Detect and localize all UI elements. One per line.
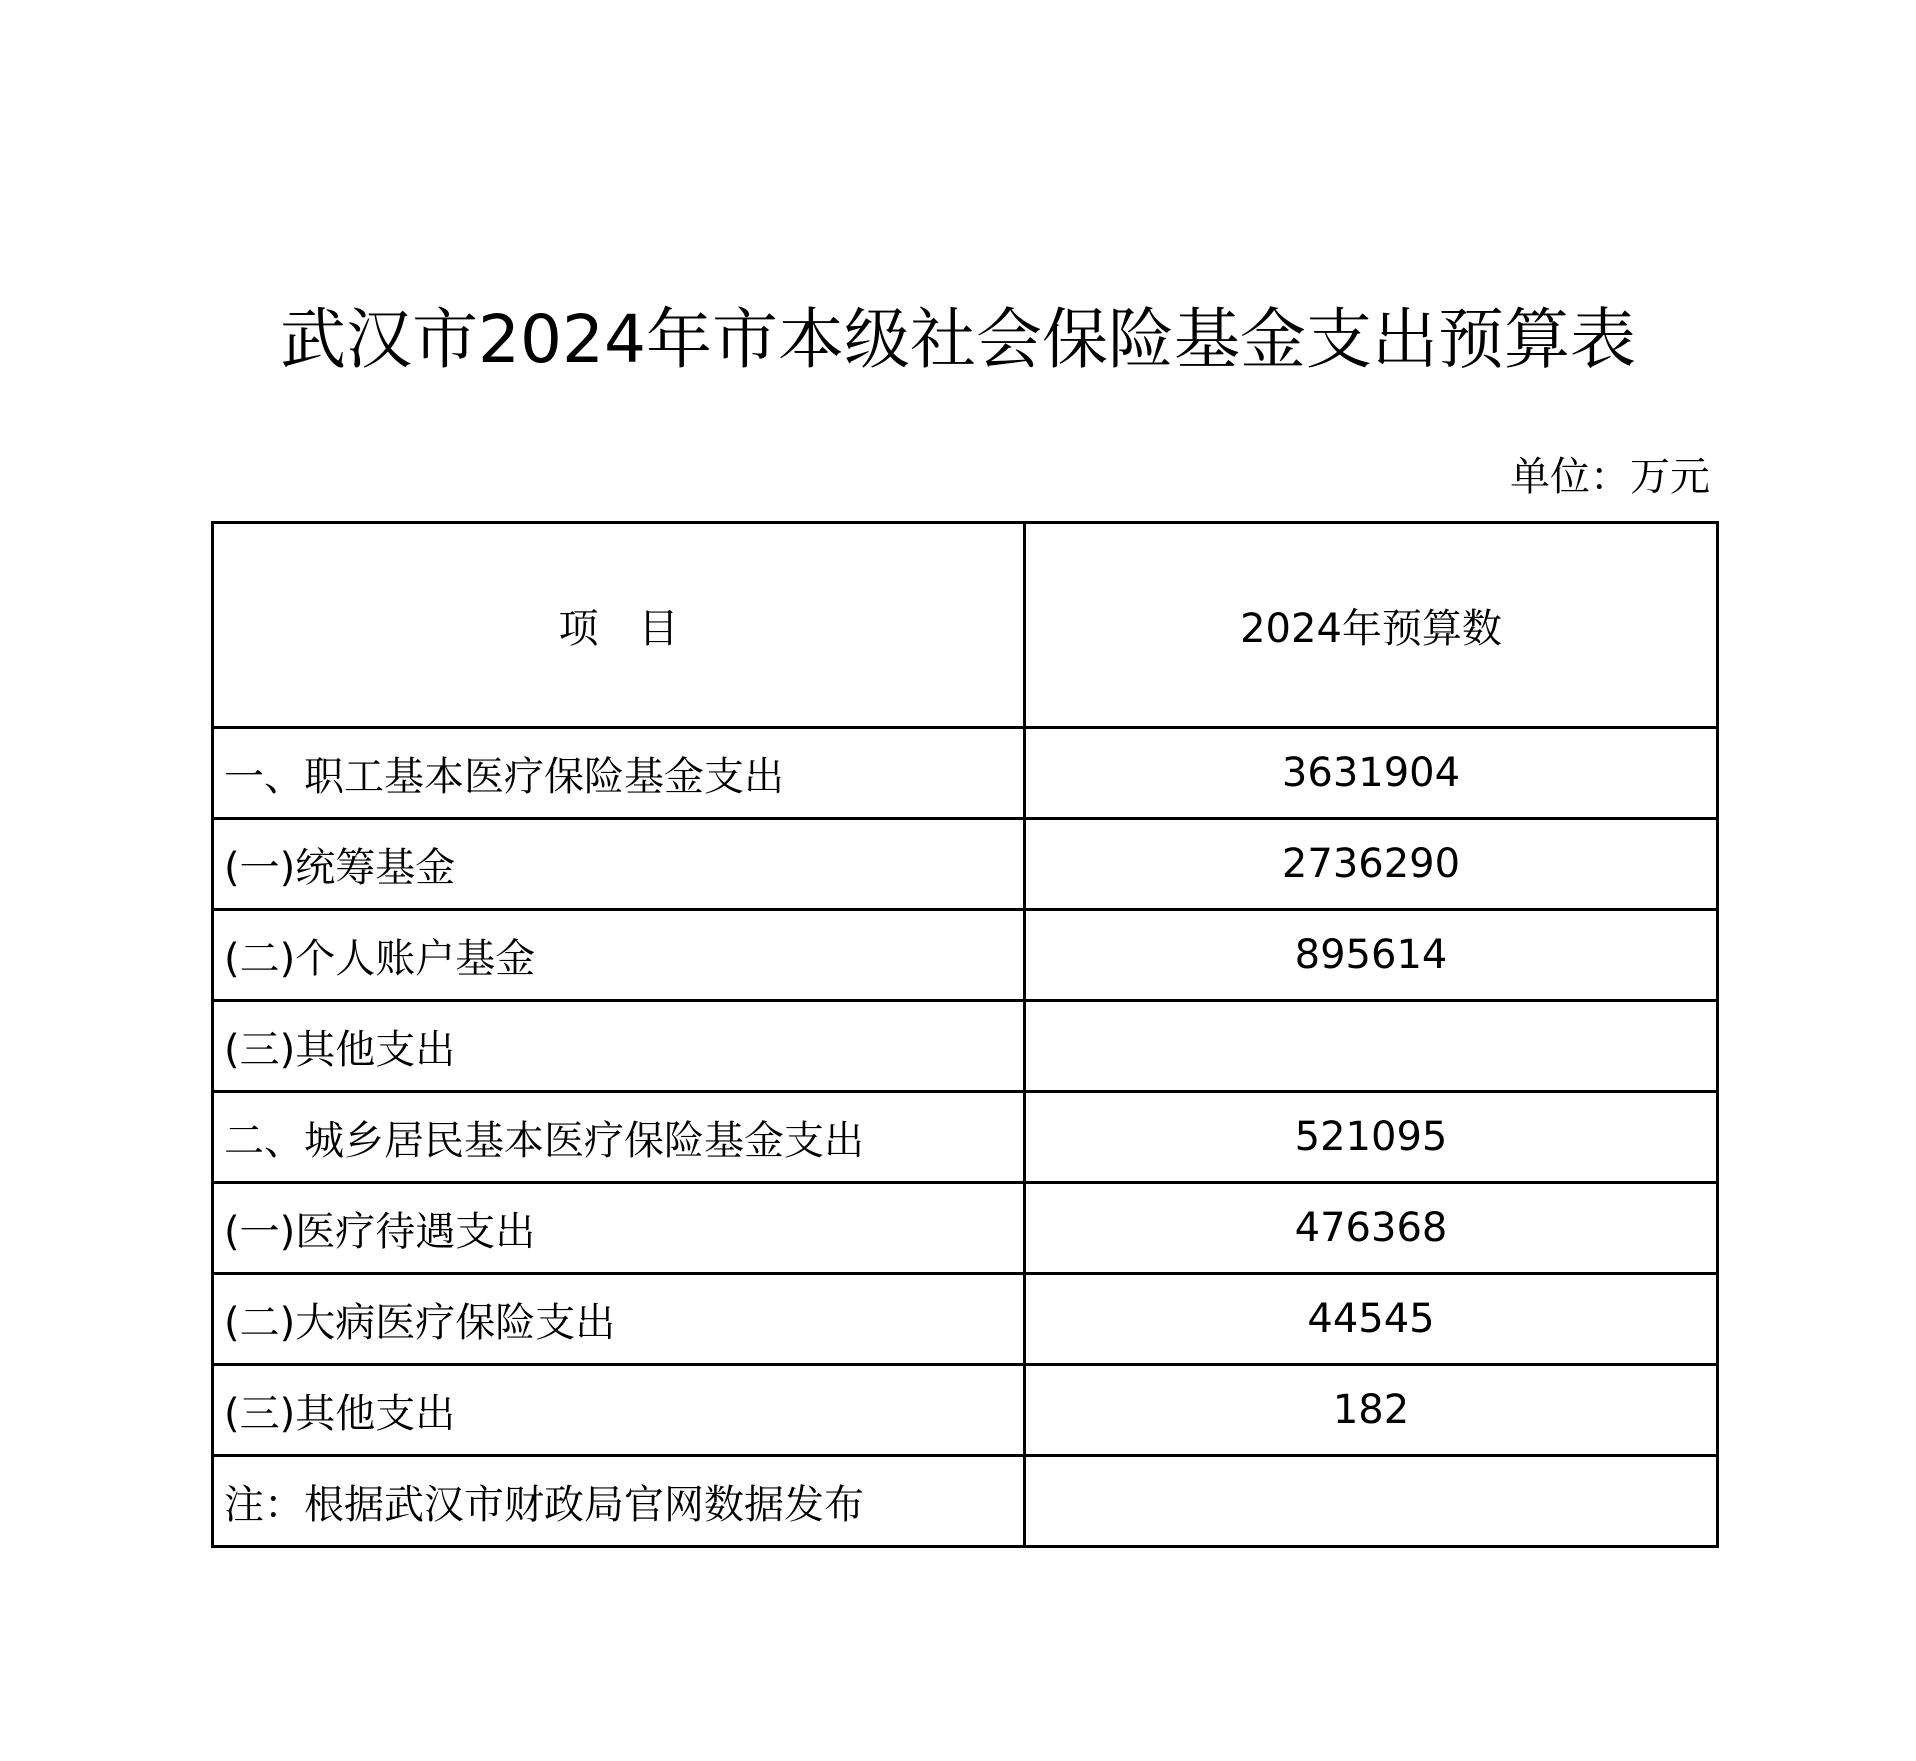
row-value: 521095 — [1025, 1092, 1718, 1183]
table-row — [213, 1183, 1718, 1274]
column-header-budget: 2024年预算数 — [1025, 523, 1718, 728]
budget-table — [211, 521, 1719, 1548]
row-label: (一)医疗待遇支出 — [213, 1183, 1025, 1274]
row-value — [1025, 1001, 1718, 1092]
column-header-item: 项 目 — [213, 523, 1025, 728]
row-label: 一、职工基本医疗保险基金支出 — [213, 728, 1025, 819]
row-label: (一)统筹基金 — [213, 819, 1025, 910]
table-row — [213, 1092, 1718, 1183]
unit-label: 单位：万元 — [1510, 454, 1710, 500]
table-row-note — [213, 1456, 1718, 1547]
row-value: 182 — [1025, 1365, 1718, 1456]
row-label: (二)个人账户基金 — [213, 910, 1025, 1001]
row-value: 895614 — [1025, 910, 1718, 1001]
row-label: 二、城乡居民基本医疗保险基金支出 — [213, 1092, 1025, 1183]
row-value: 476368 — [1025, 1183, 1718, 1274]
row-value: 2736290 — [1025, 819, 1718, 910]
table-row — [213, 1274, 1718, 1365]
row-value — [1025, 1456, 1718, 1547]
note-text: 注：根据武汉市财政局官网数据发布 — [213, 1456, 1025, 1547]
table-header-row — [213, 523, 1718, 728]
row-label: (三)其他支出 — [213, 1365, 1025, 1456]
row-label: (三)其他支出 — [213, 1001, 1025, 1092]
row-value: 3631904 — [1025, 728, 1718, 819]
page-title: 武汉市2024年市本级社会保险基金支出预算表 — [280, 301, 1636, 378]
table-row — [213, 910, 1718, 1001]
table-row — [213, 1365, 1718, 1456]
table-row — [213, 819, 1718, 910]
row-value: 44545 — [1025, 1274, 1718, 1365]
table-row — [213, 1001, 1718, 1092]
table-row — [213, 728, 1718, 819]
row-label: (二)大病医疗保险支出 — [213, 1274, 1025, 1365]
